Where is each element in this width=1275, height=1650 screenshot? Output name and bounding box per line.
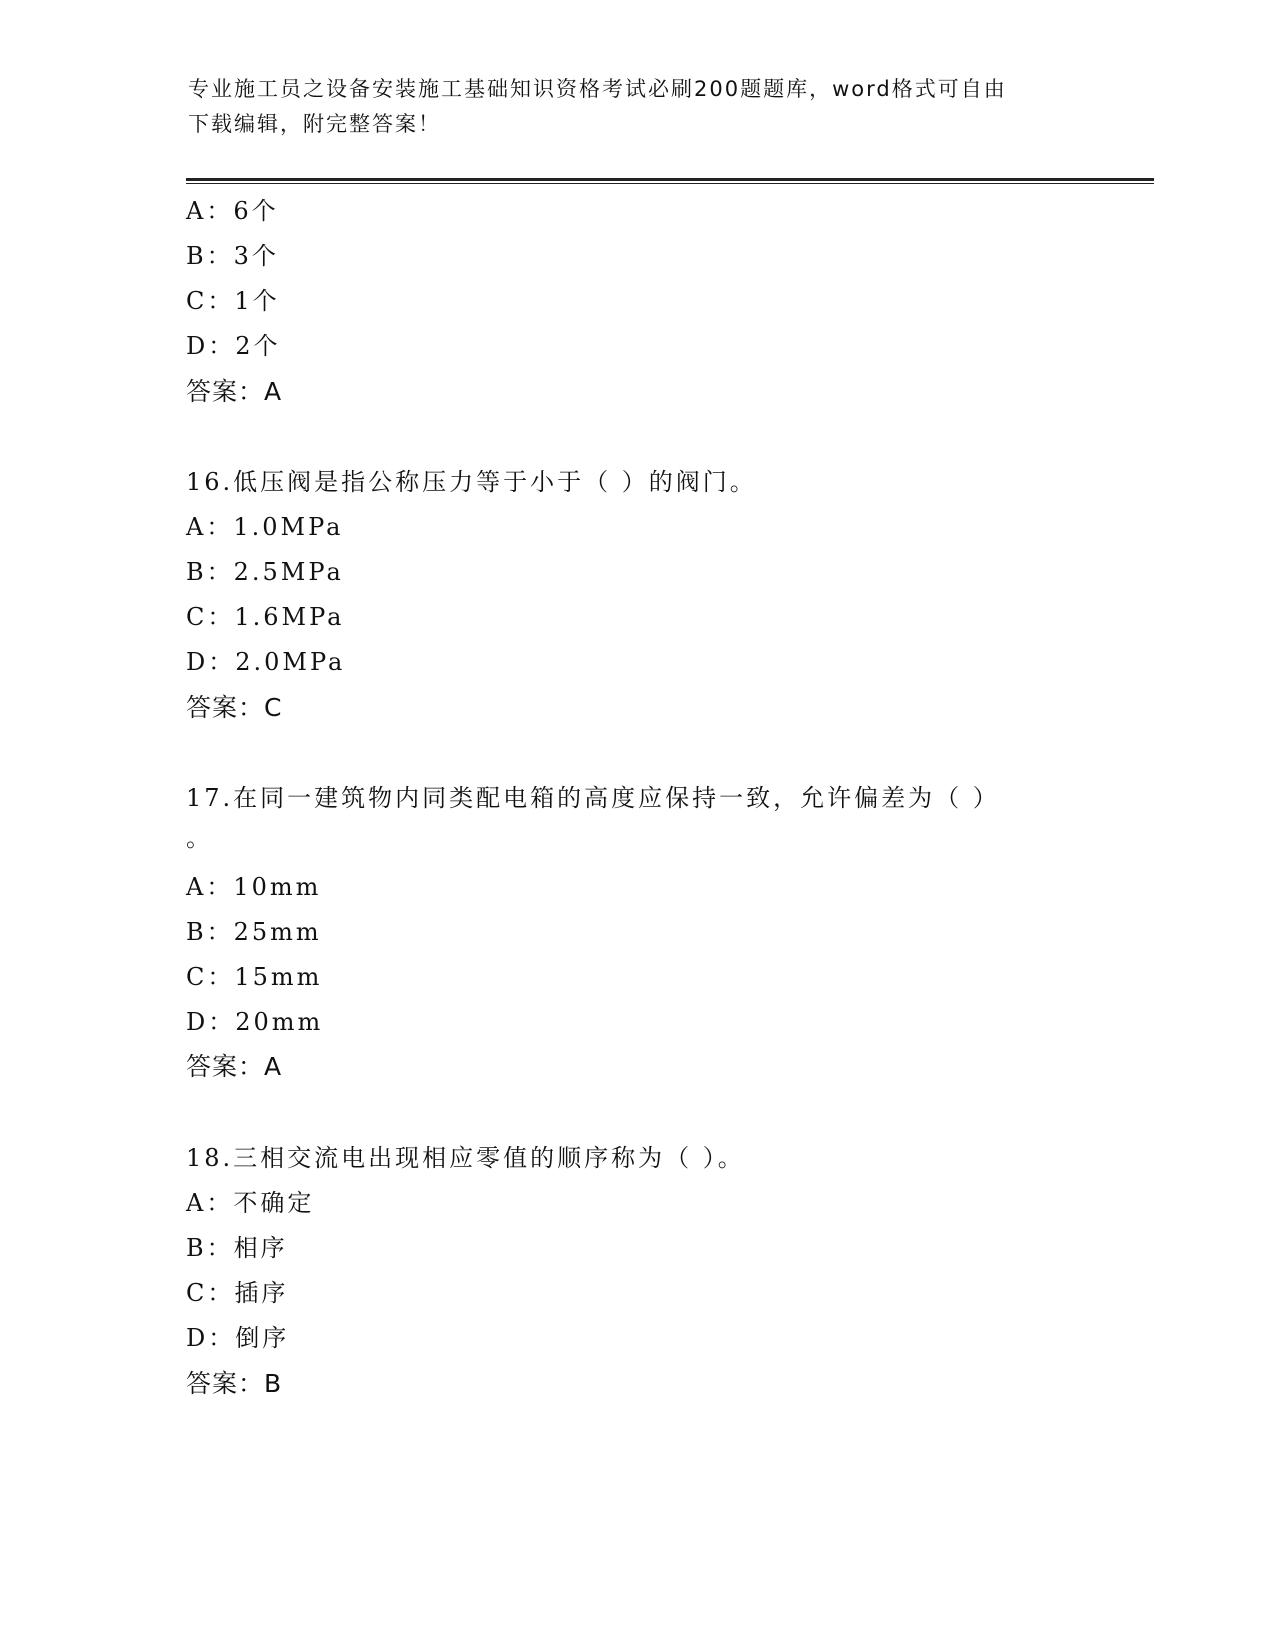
q17-option-d: D：20mm: [186, 1008, 324, 1036]
q17-option-a: A：10mm: [186, 873, 322, 901]
q15-option-a: A：6个: [186, 197, 279, 225]
q18-option-c: C：插序: [186, 1279, 289, 1307]
q15-option-b: B：3个: [186, 242, 279, 270]
q16-answer: 答案：C: [186, 693, 283, 722]
q16-question: 16.低压阀是指公称压力等于小于（ ）的阀门。: [186, 468, 757, 496]
header-divider-thin: [186, 183, 1154, 184]
q17-question: 17.在同一建筑物内同类配电箱的高度应保持一致，允许偏差为（ ）: [186, 784, 1000, 812]
q15-answer: 答案：A: [186, 377, 283, 406]
q16-option-d: D：2.0MPa: [186, 648, 346, 676]
q15-option-d: D：2个: [186, 332, 281, 360]
q16-option-a: A：1.0MPa: [186, 513, 344, 541]
q17-question-continued: 。: [186, 824, 213, 852]
header-line-1: 专业施工员之设备安装施工基础知识资格考试必刷200题题库，word格式可自由: [188, 77, 1007, 101]
q17-option-b: B：25mm: [186, 918, 322, 946]
header-divider-thick: [186, 178, 1154, 181]
q18-option-b: B：相序: [186, 1234, 288, 1262]
q18-option-d: D：倒序: [186, 1324, 290, 1352]
q17-option-c: C：15mm: [186, 963, 323, 991]
q16-option-c: C：1.6MPa: [186, 603, 345, 631]
document-header: [188, 72, 1088, 142]
q18-option-a: A：不确定: [186, 1189, 315, 1217]
q18-question: 18.三相交流电出现相应零值的顺序称为（ ）。: [186, 1144, 745, 1172]
q18-answer: 答案：B: [186, 1369, 283, 1398]
q17-answer: 答案：A: [186, 1052, 283, 1081]
header-line-2: 下载编辑，附完整答案！: [188, 112, 441, 136]
q15-option-c: C：1个: [186, 287, 280, 315]
q16-option-b: B：2.5MPa: [186, 558, 344, 586]
